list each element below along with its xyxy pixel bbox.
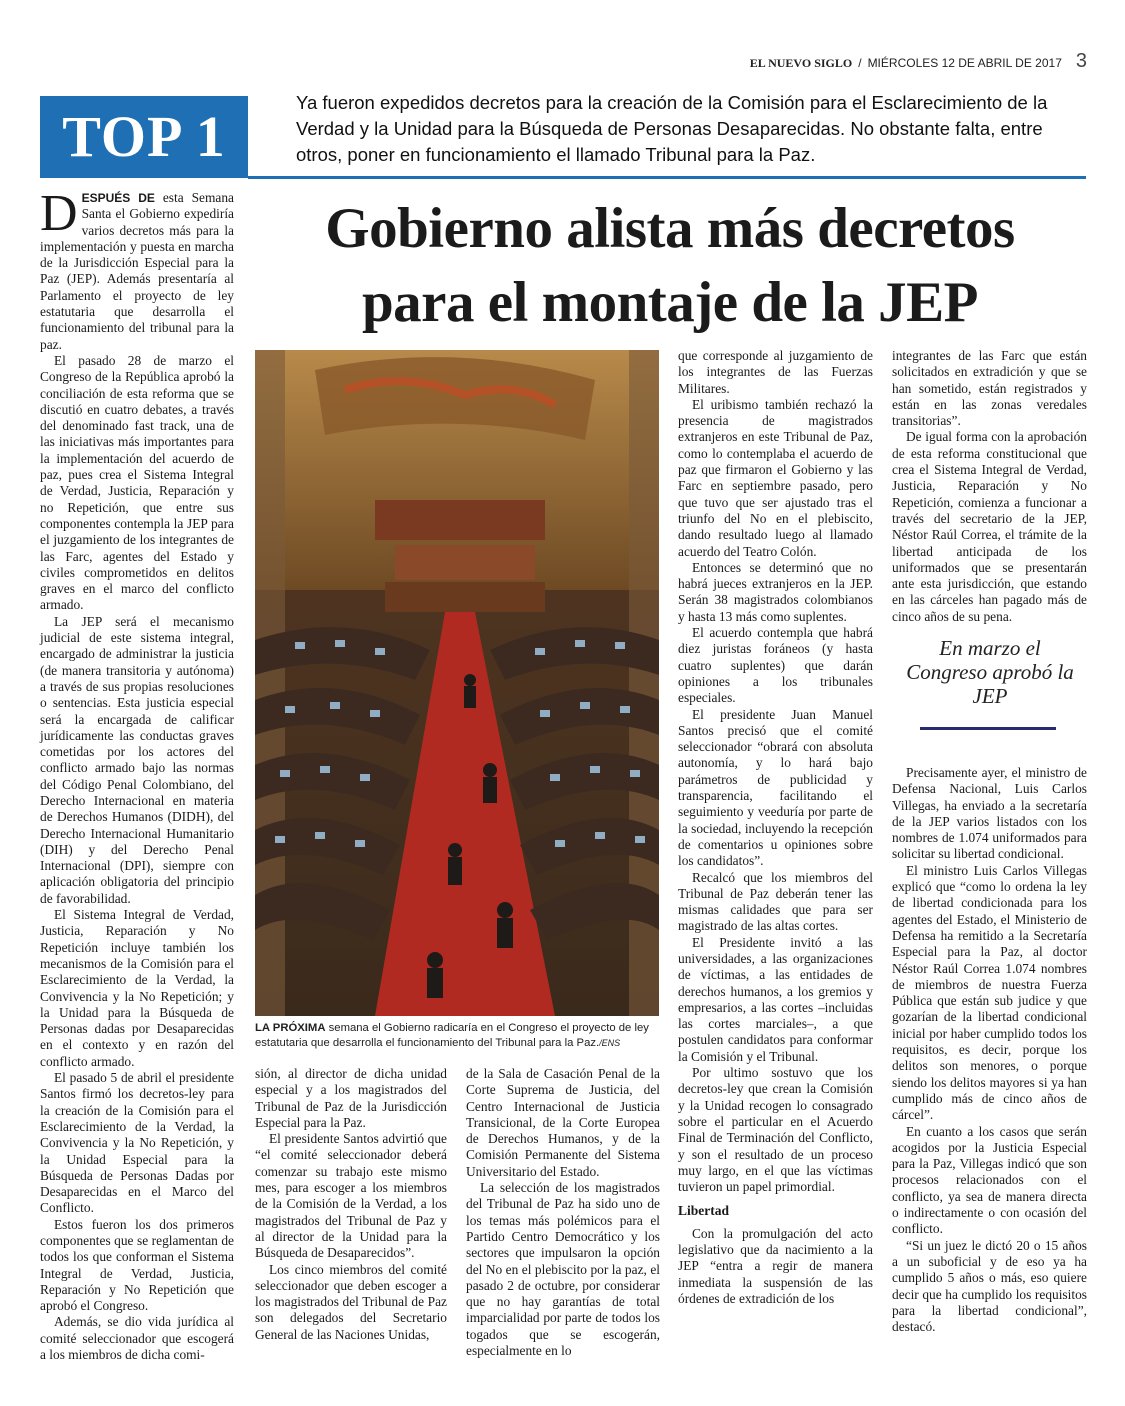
paragraph: Con la promulgación del acto legislativo que da nacimiento a la JEP “entra a regir de manera inmediata la suspensión de las órdenes de extradición de los [678, 1225, 873, 1306]
paragraph: El Sistema Integral de Verdad, Justicia, Reparación y No Repetición incluye también los mecanismos de la Comisión para el Esclarecimiento de la Verdad, la Convivencia y la No Repetición; y la Unidad para la Búsqueda de Personas dadas por Desaparecidas en el contexto y en razón del conflicto armado. [40, 907, 234, 1069]
article-column-5 [892, 348, 1087, 625]
newspaper-name: EL NUEVO SIGLO [749, 56, 853, 70]
caption-lead: LA PRÓXIMA [255, 1022, 326, 1034]
article-column-1 [40, 185, 234, 1363]
paragraph: La JEP será el mecanismo judicial de este sistema integral, encargado de administrar la justicia (de manera transitoria y autónoma) a través de sus propias resoluciones o sentencias. Esta justicia especial será la encargada de calificar jurídicamente las conductas graves cometidas por los actores del conflicto armado bajo las normas del Código Penal Colombiano, del Derecho Internacional en materia de Derechos Humanos (DIDH), del Derecho Internacional Humanitario (DIH) y del Derecho Penal Internacional (DPI), siempre con aplicación obligatoria del principio de favorabilidad. [40, 613, 234, 906]
headline [262, 192, 1078, 340]
paragraph: Recalcó que los miembros del Tribunal de Paz deberán tener las mismas calidades que para ser magistrado de las altas cortes. [678, 869, 873, 934]
paragraph: El pasado 5 de abril el presidente Santos firmó los decretos-ley para la creación de la Comisión para el Esclarecimiento de la Verdad, la Convivencia y la No Repetición, y la Unidad Especial para la Búsqueda de Personas Dadas por Desaparecidas en el Marco del Conflicto. [40, 1070, 234, 1216]
photo-caption [255, 1021, 659, 1051]
paragraph: El Presidente invitó a las universidades, a las organizaciones de víctimas, a las entidades de derechos humanos, a los gremios y empresarios, a las cortes –incluidas las cortes marciales–, a que postulen candidatos para conformar la Comisión y el Tribunal. [678, 934, 873, 1064]
paragraph: De igual forma con la aprobación de esta reforma constitucional que crea el Sistema Integral de Verdad, Justicia, Reparación y No Repetición, comienza a funcionar a través del secretario de la JEP, Néstor Raúl Correa, el trámite de la libertad anticipada de los uniformados que se presentarán ante esta jurisdicción, que estando en las cárceles han pagado más de cinco años de su pena. [892, 429, 1087, 624]
pull-quote: En marzo el Congreso aprobó la JEP [906, 636, 1074, 708]
paragraph: El uribismo también rechazó la presencia de magistrados extranjeros en este Tribunal de Paz, como lo contemplaba el acuerdo de paz que firmaron el Gobierno y las Farc en septiembre pasado, pero que tuvo que ser ajustado tras el triunfo del No en el plebiscito, dando resultado luego al llamado acuerdo del Teatro Colón. [678, 396, 873, 559]
paragraph: El pasado 28 de marzo el Congreso de la República aprobó la conciliación de esta reforma que se discutió en cuatro debates, a través del denominado fast track, una de las iniciativas más importantes para la implementación del acuerdo de paz, pues crea el Sistema Integral de Verdad, Justicia, Reparación y no Repetición, que entre sus componentes contempla la JEP para el juzgamiento de los integrantes de las Farc, agentes del Estado y civiles comprometidos en delitos graves en el marco del conflicto armado. [40, 352, 234, 613]
subhead: Libertad [678, 1203, 730, 1219]
paragraph: que corresponde al juzgamiento de los integrantes de las Fuerzas Militares. [678, 348, 873, 396]
paragraph: “Si un juez le dictó 20 o 15 años a un suboficial y de eso ya ha cumplido 5 años o más, eso quiere decir que ha cumplido los requisitos para la libertad condicional”, destacó. [892, 1237, 1087, 1335]
lead-in: ESPUÉS DE [81, 191, 155, 205]
paragraph-text: esta Semana Santa el Gobierno expediría varios decretos más para la implementación y puesta en marcha de la Jurisdicción Especial para la Paz (JEP). Además presentaría al Parlamento el proyecto de ley estatutaria que desarrolla el funcionamiento del tribunal para la paz. [40, 190, 234, 352]
drop-cap: D [40, 185, 78, 242]
paragraph: La selección de los magistrados del Tribunal de Paz ha sido uno de los temas más polémicos para el Partido Centro Democrático y los sectores que impulsaron la opción del No en el plebiscito por la paz, el pasado 2 de octubre, por considerar que no hay garantías de total imparcialidad por parte de todos los togados que se escogerán, especialmente en lo [466, 1180, 660, 1359]
paragraph: Además, se dio vida jurídica al comité seleccionador que escogerá a los miembros de dicha comi- [40, 1314, 234, 1363]
paragraph: El presidente Santos advirtió que “el comité seleccionador deberá comenzar su trabajo este mismo mes, para escoger a los miembros de la Comisión de la Verdad, a los magistrados del Tribunal de Paz y al director de la Unidad para la Búsqueda de Desaparecidos”. [255, 1131, 447, 1261]
masthead [750, 50, 1087, 73]
lead-paragraph [40, 185, 234, 353]
article-deck: Ya fueron expedidos decretos para la creación de la Comisión para el Esclarecimiento de la Verdad y la Unidad para la Búsqueda de Personas Desaparecidas. No obstante falta, entre otros, poner en funcionamiento el llamado Tribunal para la Paz. [296, 92, 1048, 165]
page-number: 3 [1075, 50, 1087, 72]
paragraph: El presidente Juan Manuel Santos precisó que el comité seleccionador “obrará con absoluta autonomía, y lo hará bajo parámetros de publicidad y transparencia, facilitando el seguimiento y veeduría por parte de la sociedad, incluyendo la recepción de comentarios u opiniones sobre los candidatos”. [678, 706, 873, 869]
issue-date: MIÉRCOLES 12 DE ABRIL DE 2017 [867, 56, 1062, 70]
paragraph: Por ultimo sostuvo que los decretos-ley que crean la Comisión y la Unidad recogen lo consagrado sobre el particular en el Acuerdo Final de Terminación del Conflicto, y son el resultado de un proceso muy largo, en el que las víctimas tuvieron un papel primordial. [678, 1065, 873, 1195]
paragraph: El acuerdo contempla que habrá diez juristas foráneos (y hasta cuatro suplentes) que darán opiniones a los tribunales especiales. [678, 625, 873, 706]
section-badge: TOP 1 [40, 96, 248, 178]
paragraph: sión, al director de dicha unidad especial y a los magistrados del Tribunal de Paz de la Jurisdicción Especial para la Paz. [255, 1066, 447, 1130]
paragraph: Entonces se determinó que no habrá jueces extranjeros en la JEP. Serán 38 magistrados colombianos y hasta 13 más como suplentes. [678, 559, 873, 624]
article-column-4 [678, 348, 873, 1307]
photo-credit: /ENS [599, 1038, 621, 1048]
section-rule [248, 176, 1086, 179]
headline-line-1: Gobierno alista más decretos [325, 197, 1015, 260]
congress-chamber-photo [255, 350, 659, 1016]
paragraph: Estos fueron los dos primeros componentes que se reglamentan de todos los que conforman el Sistema Integral de Verdad, Justicia, Reparación y No Repetición que aprobó el Congreso. [40, 1216, 234, 1314]
article-column-2 [255, 1066, 447, 1343]
headline-line-2: para el montaje de la JEP [361, 271, 978, 334]
article-column-3 [466, 1066, 660, 1359]
paragraph: En cuanto a los casos que serán acogidos por la Justicia Especial para la Paz, Villegas indicó que son procesos relacionados con el conflicto, ya sea de manera directa o indirectamente o con ocasión del conflicto. [892, 1123, 1087, 1237]
paragraph: Precisamente ayer, el ministro de Defensa Nacional, Luis Carlos Villegas, ha enviado a la secretaría de la JEP varios listados con los nombres de 1.074 uniformados para solicitar su libertad condicional. [892, 765, 1087, 862]
pull-quote-rule [920, 727, 1056, 730]
paragraph: de la Sala de Casación Penal de la Corte Suprema de Justicia, del Centro Internacional de Justicia Transicional, de la Corte Europea de Derechos Humanos, y de la Comisión Permanente del Sistema Universitario del Estado. [466, 1066, 660, 1179]
masthead-separator: / [858, 56, 862, 70]
caption-text: semana el Gobierno radicaría en el Congreso el proyecto de ley estatutaria que desarrolla el funcionamiento del Tribunal para la Paz. [255, 1022, 649, 1049]
paragraph: integrantes de las Farc que están solicitados en extradición y que se han sometido, están registrados y están en las zonas veredales transitorias”. [892, 348, 1087, 429]
article-column-5-continued [892, 765, 1087, 1335]
paragraph: Los cinco miembros del comité seleccionador que deben escoger a los magistrados del Tribunal de Paz son delegados del Secretario General de las Naciones Unidas, [255, 1261, 447, 1342]
paragraph: El ministro Luis Carlos Villegas explicó que “como lo ordena la ley de libertad condicionada para los agentes del Estado, el Ministerio de Defensa ha remitido a la Secretaría Especial para la Paz, al doctor Néstor Raúl Correa 1.074 nombres de miembros de nuestra Fuerza Pública que están sub judice y que gozarían de la libertad condicional inicial por haber cumplido todos los requisitos, es decir, porque los delitos son menores, o porque siendo los delitos mayores si ya han cumplido más de cinco años de cárcel”. [892, 862, 1087, 1123]
